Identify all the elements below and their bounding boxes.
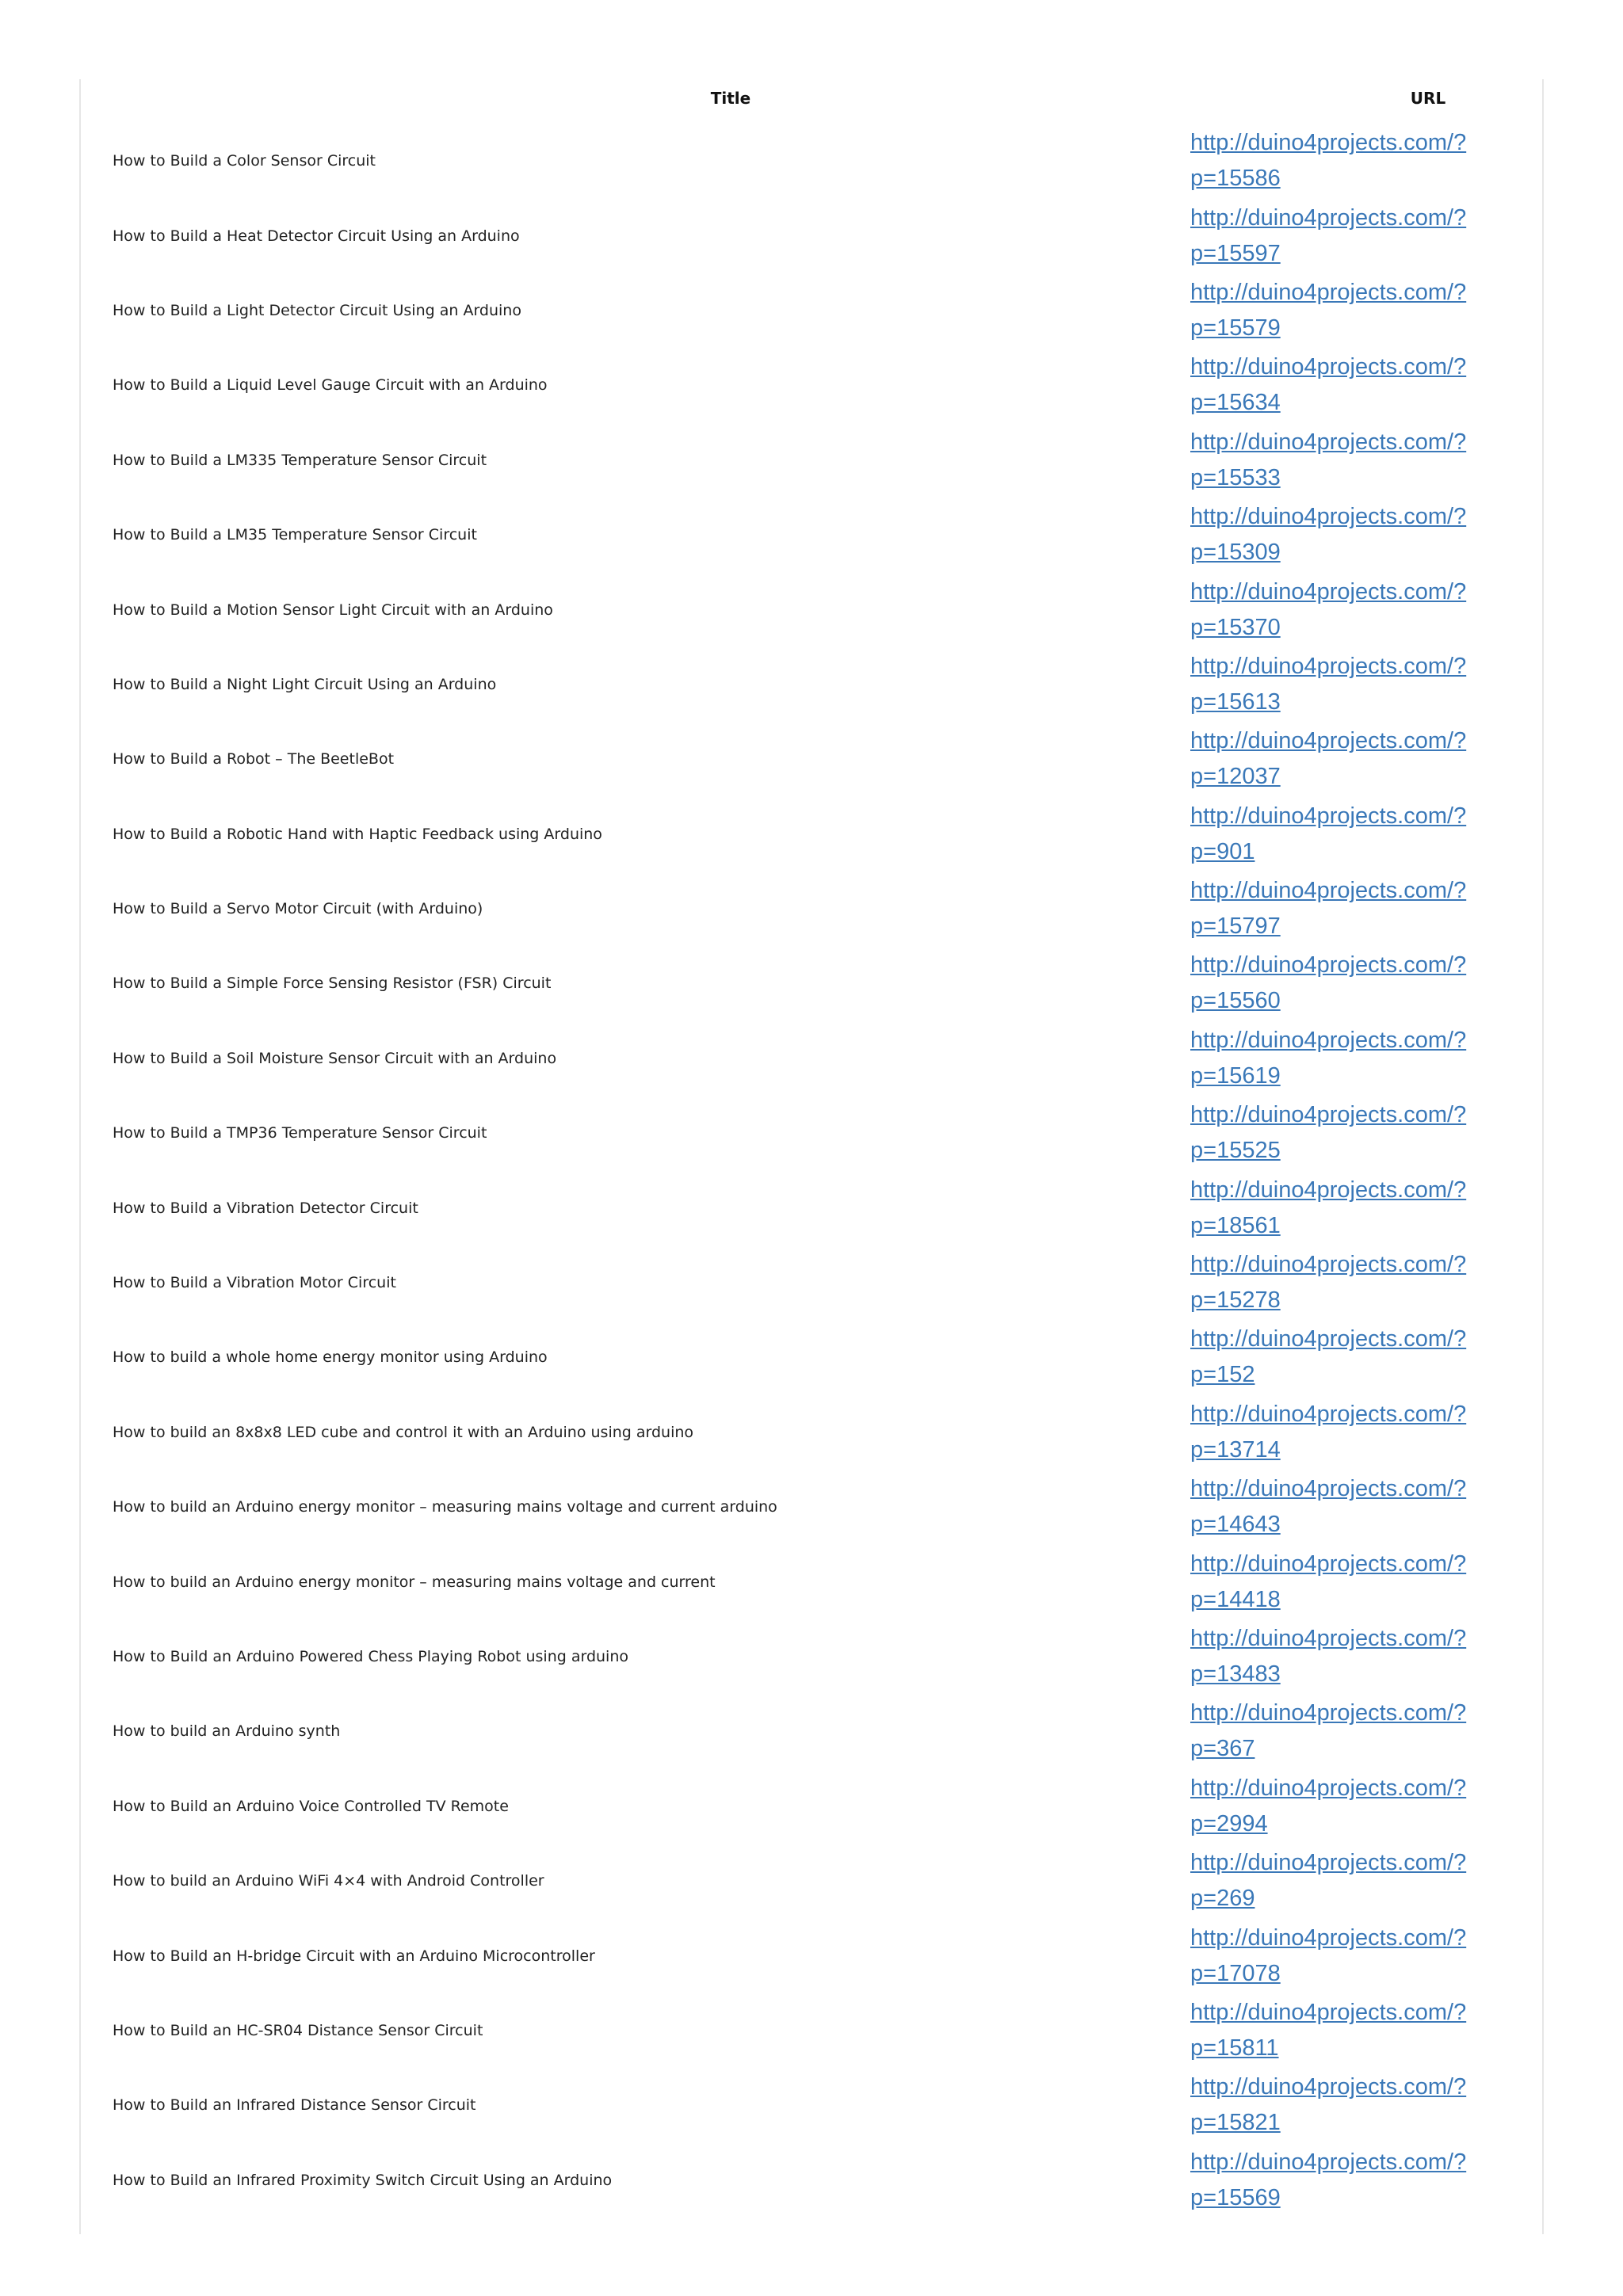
row-title: How to Build a Color Sensor Circuit: [113, 152, 376, 170]
row-title: How to Build an Infrared Distance Sensor Circuit: [113, 2096, 476, 2115]
row-url-link[interactable]: http://duino4projects.com/?p=15597: [1190, 204, 1467, 266]
row-url-link[interactable]: http://duino4projects.com/?p=15579: [1190, 279, 1467, 341]
table-row: [81, 2068, 1542, 2142]
row-url-cell: [1190, 797, 1507, 871]
row-url-link[interactable]: http://duino4projects.com/?p=152: [1190, 1326, 1467, 1388]
row-title: How to Build an Infrared Proximity Switch Circuit Using an Arduino: [113, 2171, 613, 2189]
row-title: How to Build a Light Detector Circuit Using an Arduino: [113, 301, 521, 319]
table-row: [81, 1694, 1542, 1768]
table-row: [81, 1544, 1542, 1619]
table-row: [81, 1844, 1542, 1918]
row-title: How to Build a Motion Sensor Light Circuit with an Arduino: [113, 601, 553, 619]
document-page: [79, 79, 1544, 2234]
row-title: How to Build a Night Light Circuit Using an Arduino: [113, 675, 497, 693]
table-row: [81, 273, 1542, 348]
row-title: How to Build a Heat Detector Circuit Using an Arduino: [113, 227, 520, 245]
row-title: How to Build a Robotic Hand with Haptic Feedback using Arduino: [113, 825, 602, 843]
table-row: [81, 1320, 1542, 1394]
row-url-link[interactable]: http://duino4projects.com/?p=15811: [1190, 1999, 1467, 2061]
row-url-cell: [1190, 1694, 1507, 1768]
row-title: How to Build a Servo Motor Circuit (with Arduino): [113, 900, 483, 918]
row-url-link[interactable]: http://duino4projects.com/?p=14643: [1190, 1476, 1467, 1538]
column-header-url: URL: [1410, 89, 1446, 108]
row-url-link[interactable]: http://duino4projects.com/?p=15821: [1190, 2074, 1467, 2136]
row-url-cell: [1190, 1170, 1507, 1245]
row-url-cell: [1190, 647, 1507, 722]
row-url-cell: [1190, 1918, 1507, 1993]
row-url-cell: [1190, 1470, 1507, 1544]
row-url-link[interactable]: http://duino4projects.com/?p=367: [1190, 1700, 1467, 1762]
table-row: [81, 1096, 1542, 1170]
table-row: [81, 797, 1542, 871]
row-title: How to Build a TMP36 Temperature Sensor Circuit: [113, 1124, 487, 1142]
row-title: How to build an Arduino WiFi 4×4 with Android Controller: [113, 1872, 544, 1890]
table-row: [81, 1395, 1542, 1470]
row-url-cell: [1190, 572, 1507, 646]
table-row: [81, 348, 1542, 422]
row-url-link[interactable]: http://duino4projects.com/?p=15634: [1190, 354, 1467, 416]
row-url-link[interactable]: http://duino4projects.com/?p=18561: [1190, 1177, 1467, 1238]
row-title: How to Build an H-bridge Circuit with an Arduino Microcontroller: [113, 1947, 595, 1965]
row-url-link[interactable]: http://duino4projects.com/?p=14418: [1190, 1550, 1467, 1612]
row-url-link[interactable]: http://duino4projects.com/?p=15278: [1190, 1252, 1467, 1314]
row-url-cell: [1190, 348, 1507, 422]
row-url-link[interactable]: http://duino4projects.com/?p=15586: [1190, 130, 1467, 192]
row-url-cell: [1190, 498, 1507, 572]
row-title: How to Build an Arduino Voice Controlled TV Remote: [113, 1797, 509, 1815]
row-url-link[interactable]: http://duino4projects.com/?p=15309: [1190, 504, 1467, 566]
row-url-link[interactable]: http://duino4projects.com/?p=13714: [1190, 1401, 1467, 1463]
row-url-link[interactable]: http://duino4projects.com/?p=269: [1190, 1850, 1467, 1912]
row-url-cell: [1190, 946, 1507, 1020]
row-url-link[interactable]: http://duino4projects.com/?p=15525: [1190, 1102, 1467, 1164]
table-row: [81, 722, 1542, 796]
row-url-link[interactable]: http://duino4projects.com/?p=2994: [1190, 1775, 1467, 1836]
row-url-link[interactable]: http://duino4projects.com/?p=17078: [1190, 1924, 1467, 1986]
row-url-cell: [1190, 423, 1507, 498]
row-title: How to build an Arduino energy monitor – measuring mains voltage and current: [113, 1573, 716, 1591]
table-row: [81, 498, 1542, 572]
table-row: [81, 1245, 1542, 1320]
table-row: [81, 1769, 1542, 1844]
row-url-cell: [1190, 1619, 1507, 1694]
table-row: [81, 871, 1542, 946]
row-title: How to build an Arduino synth: [113, 1722, 341, 1741]
row-url-cell: [1190, 1769, 1507, 1844]
table-row: [81, 198, 1542, 273]
row-title: How to Build an Arduino Powered Chess Playing Robot using arduino: [113, 1648, 629, 1665]
row-url-cell: [1190, 1844, 1507, 1918]
row-url-cell: [1190, 1395, 1507, 1470]
row-url-cell: [1190, 1245, 1507, 1320]
table-row: [81, 1170, 1542, 1245]
table-row: [81, 1918, 1542, 1993]
table-row: [81, 423, 1542, 498]
table-row: [81, 946, 1542, 1020]
row-url-cell: [1190, 871, 1507, 946]
row-url-cell: [1190, 1320, 1507, 1394]
row-url-cell: [1190, 1544, 1507, 1619]
row-url-link[interactable]: http://duino4projects.com/?p=12037: [1190, 728, 1467, 790]
row-url-link[interactable]: http://duino4projects.com/?p=15797: [1190, 878, 1467, 940]
row-url-link[interactable]: http://duino4projects.com/?p=15533: [1190, 429, 1467, 490]
row-title: How to Build a Vibration Detector Circuit: [113, 1199, 418, 1217]
table-row: [81, 124, 1542, 198]
row-title: How to build a whole home energy monitor using Arduino: [113, 1348, 548, 1367]
row-url-cell: [1190, 1096, 1507, 1170]
row-url-link[interactable]: http://duino4projects.com/?p=15560: [1190, 952, 1467, 1014]
row-url-cell: [1190, 124, 1507, 198]
row-url-cell: [1190, 2068, 1507, 2142]
table-row: [81, 572, 1542, 646]
column-header-title: Title: [710, 89, 751, 108]
row-title: How to build an 8x8x8 LED cube and control it with an Arduino using arduino: [113, 1423, 694, 1441]
row-url-cell: [1190, 198, 1507, 273]
row-title: How to Build a Soil Moisture Sensor Circuit with an Arduino: [113, 1049, 557, 1067]
row-url-link[interactable]: http://duino4projects.com/?p=15370: [1190, 578, 1467, 640]
row-title: How to Build an HC-SR04 Distance Sensor Circuit: [113, 2021, 483, 2039]
table-row: [81, 2143, 1542, 2218]
table-row: [81, 1470, 1542, 1544]
row-title: How to Build a Simple Force Sensing Resistor (FSR) Circuit: [113, 974, 552, 993]
row-url-cell: [1190, 1993, 1507, 2068]
table-header: [81, 79, 1542, 124]
row-url-link[interactable]: http://duino4projects.com/?p=15569: [1190, 2149, 1467, 2210]
row-title: How to build an Arduino energy monitor – measuring mains voltage and current arduino: [113, 1498, 777, 1516]
row-url-link[interactable]: http://duino4projects.com/?p=901: [1190, 803, 1467, 864]
row-url-link[interactable]: http://duino4projects.com/?p=15613: [1190, 653, 1467, 715]
row-title: How to Build a Liquid Level Gauge Circuit with an Arduino: [113, 376, 548, 395]
row-url-cell: [1190, 2143, 1507, 2218]
row-url-cell: [1190, 273, 1507, 348]
row-title: How to Build a LM335 Temperature Sensor Circuit: [113, 451, 487, 469]
row-url-link[interactable]: http://duino4projects.com/?p=13483: [1190, 1626, 1467, 1687]
table-row: [81, 1993, 1542, 2068]
row-url-link[interactable]: http://duino4projects.com/?p=15619: [1190, 1027, 1467, 1089]
table-row: [81, 647, 1542, 722]
table-body: [81, 124, 1542, 2218]
row-title: How to Build a Vibration Motor Circuit: [113, 1274, 396, 1292]
table-row: [81, 1021, 1542, 1096]
row-url-cell: [1190, 722, 1507, 796]
table-row: [81, 1619, 1542, 1694]
row-url-cell: [1190, 1021, 1507, 1096]
row-title: How to Build a Robot – The BeetleBot: [113, 750, 395, 769]
row-title: How to Build a LM35 Temperature Sensor Circuit: [113, 526, 477, 544]
